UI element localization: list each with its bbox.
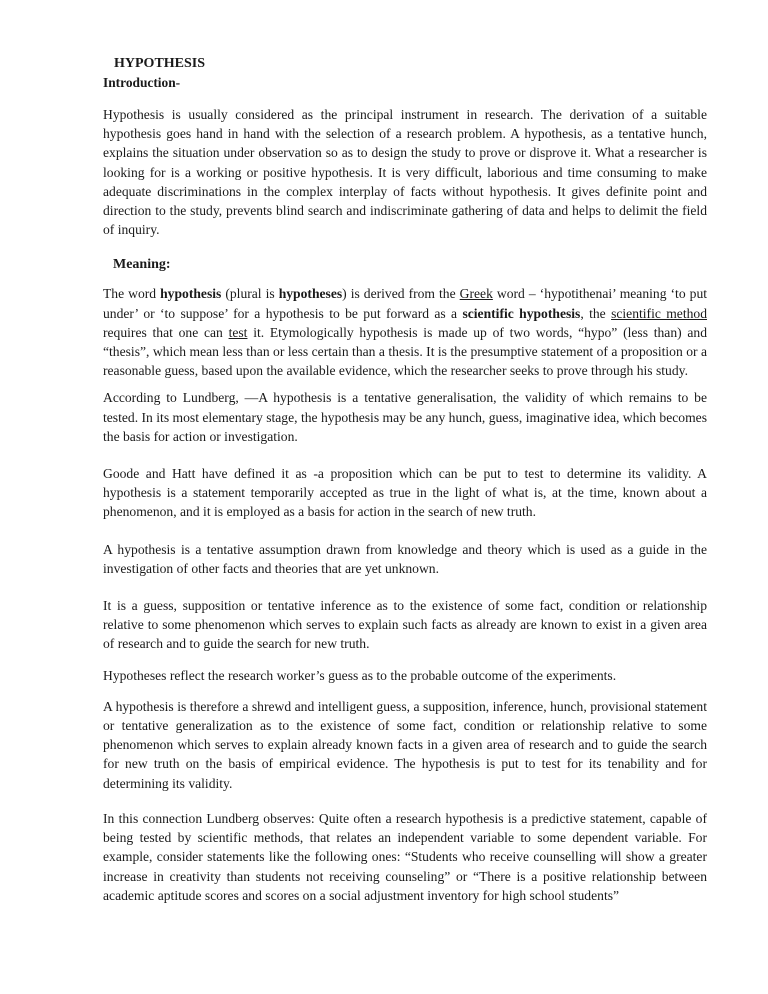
term-scientific-hypothesis: scientific hypothesis xyxy=(462,305,581,321)
meaning-heading: Meaning: xyxy=(113,257,171,273)
tentative-assumption-paragraph: A hypothesis is a tentative assumption drawn from knowledge and theory which is used as a guide in the investigation of other facts and theories that are yet unknown. xyxy=(103,541,707,576)
guess-supposition-paragraph: It is a guess, supposition or tentative inference as to the existence of some fact, condition or relationship relative to some phenomenon which serves to explain such facts as already are known to exist in a given area of research and to guide the search for new truth. xyxy=(103,598,707,652)
shrewd-guess-paragraph: A hypothesis is therefore a shrewd and intelligent guess, a supposition, inference, hunch, provisional statement or tentative generalization as to the existence of some fact, condition or relationship relative to some phenomenon which serves to explain already known facts in a given area of research and to guide the search for new truth on the basis of empirical evidence. The hypothesis is put to test for its tenability and for determining its validity. xyxy=(103,698,707,791)
meaning-text: ) is derived from the xyxy=(342,286,460,302)
meaning-paragraph xyxy=(103,284,707,380)
meaning-text: , the xyxy=(580,305,612,321)
meaning-text: word – ‘hypotithenai’ meaning ‘to put under’ or ‘to suppose’ for a hypothesis to be put forward as a xyxy=(103,286,708,321)
hypotheses-reflect-paragraph: Hypotheses reflect the research worker’s guess as to the probable outcome of the experiments. xyxy=(103,667,617,683)
meaning-text: The word xyxy=(103,286,161,302)
term-hypotheses: hypotheses xyxy=(278,286,343,302)
intro-paragraph: Hypothesis is usually considered as the principal instrument in research. The derivation of a suitable hypothesis goes hand in hand with the selection of a research problem. A hypothesis, as a tentative hunch, explains the situation under observation so as to design the study to prove or disprove it. What a researcher is looking for is a working or positive hypothesis. It is very difficult, laborious and time consuming to make adequate discriminations in the complex interplay of facts without hypothesis. It gives definite point and direction to the study, prevents blind search and indiscriminate gathering of data and helps to delimit the field of inquiry. xyxy=(103,107,707,238)
link-greek[interactable]: Greek xyxy=(459,286,493,302)
link-test[interactable]: test xyxy=(228,324,248,340)
document-title: HYPOTHESIS xyxy=(114,56,206,71)
lundberg-observes-paragraph: In this connection Lundberg observes: Quite often a research hypothesis is a predictive statement, capable of being tested by scientific methods, that relates an independent variable to some dependent variable. For example, consider statements like the following ones: “Students who receive counselling will show a greater increase in creativity than students not receiving counseling” or “There is a positive relationship between academic aptitude scores and scores on a social adjustment inventory for high school students” xyxy=(103,810,707,903)
link-scientific-method[interactable]: scientific method xyxy=(611,305,708,321)
term-hypothesis: hypothesis xyxy=(160,286,222,302)
meaning-text: it. Etymologically hypothesis is made up of two words, “hypo” (less than) and “thesis”, which mean less than or less certain than a thesis. It is the presumptive statement of a proposition or a reasonable guess, based upon the available evidence, which the researcher seeks to prove through his study. xyxy=(103,324,707,379)
meaning-text: (plural is xyxy=(221,286,279,302)
goode-hatt-paragraph: Goode and Hatt have defined it as -a proposition which can be put to test to determine its validity. A hypothesis is a statement temporarily accepted as true in the light of what is, at the time, known about a phenomenon, and it is employed as a basis for action in the search of new truth. xyxy=(103,466,707,520)
lundberg-definition-paragraph: According to Lundberg, ―A hypothesis is a tentative generalisation, the validity of which remains to be tested. In its most elementary stage, the hypothesis may be any hunch, guess, imaginative idea, which becomes the basis for action or investigation. xyxy=(103,390,707,444)
document-page xyxy=(103,54,707,905)
meaning-text: requires that one can xyxy=(103,324,229,340)
intro-heading: Introduction- xyxy=(103,75,181,90)
